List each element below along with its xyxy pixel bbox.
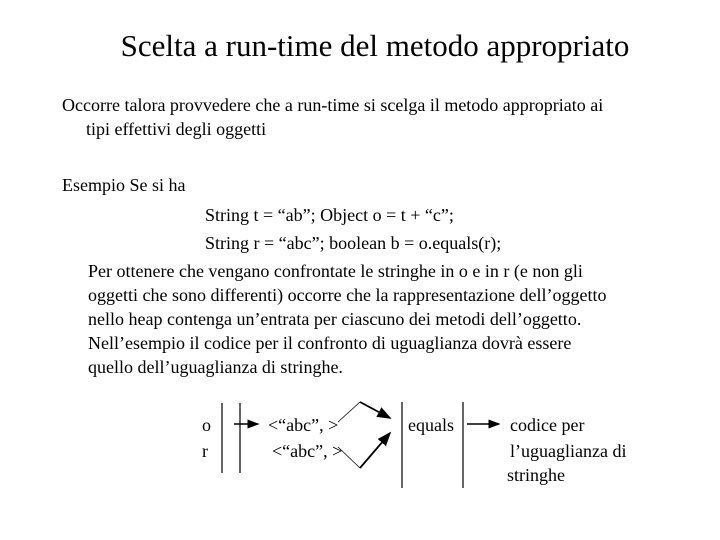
explanation-line: nello heap contenga un’entrata per ciascuno dei metodi dell’oggetto. bbox=[88, 309, 582, 329]
intro-line: tipi effettivi degli oggetti bbox=[86, 119, 267, 139]
code-label: codice per bbox=[510, 415, 585, 435]
code-label: stringhe bbox=[507, 465, 565, 485]
slide-title: Scelta a run-time del metodo appropriato bbox=[120, 28, 630, 63]
explanation-line: quello dell’uguaglianza di stringhe. bbox=[88, 357, 343, 377]
object-o: <“abc”, > bbox=[268, 415, 339, 435]
explanation-line: Nell’esempio il codice per il confronto di uguaglianza dovrà essere bbox=[88, 333, 572, 353]
code-line: String r = “abc”; boolean b = o.equals(r); bbox=[205, 233, 502, 253]
method-equals: equals bbox=[408, 415, 454, 435]
variable-r: r bbox=[202, 441, 208, 461]
object-r: <“abc”, > bbox=[272, 441, 343, 461]
example-label: Esempio Se si ha bbox=[62, 175, 186, 195]
variable-o: o bbox=[202, 415, 211, 435]
code-label: l’uguaglianza di bbox=[510, 441, 627, 461]
code-line: String t = “ab”; Object o = t + “c”; bbox=[205, 205, 454, 225]
explanation-line: oggetti che sono differenti) occorre che la rappresentazione dell’oggetto bbox=[88, 285, 607, 305]
intro-line: Occorre talora provvedere che a run-time si scelga il metodo appropriato ai bbox=[62, 95, 604, 115]
explanation-line: Per ottenere che vengano confrontate le stringhe in o e in r (e non gli bbox=[88, 261, 583, 281]
